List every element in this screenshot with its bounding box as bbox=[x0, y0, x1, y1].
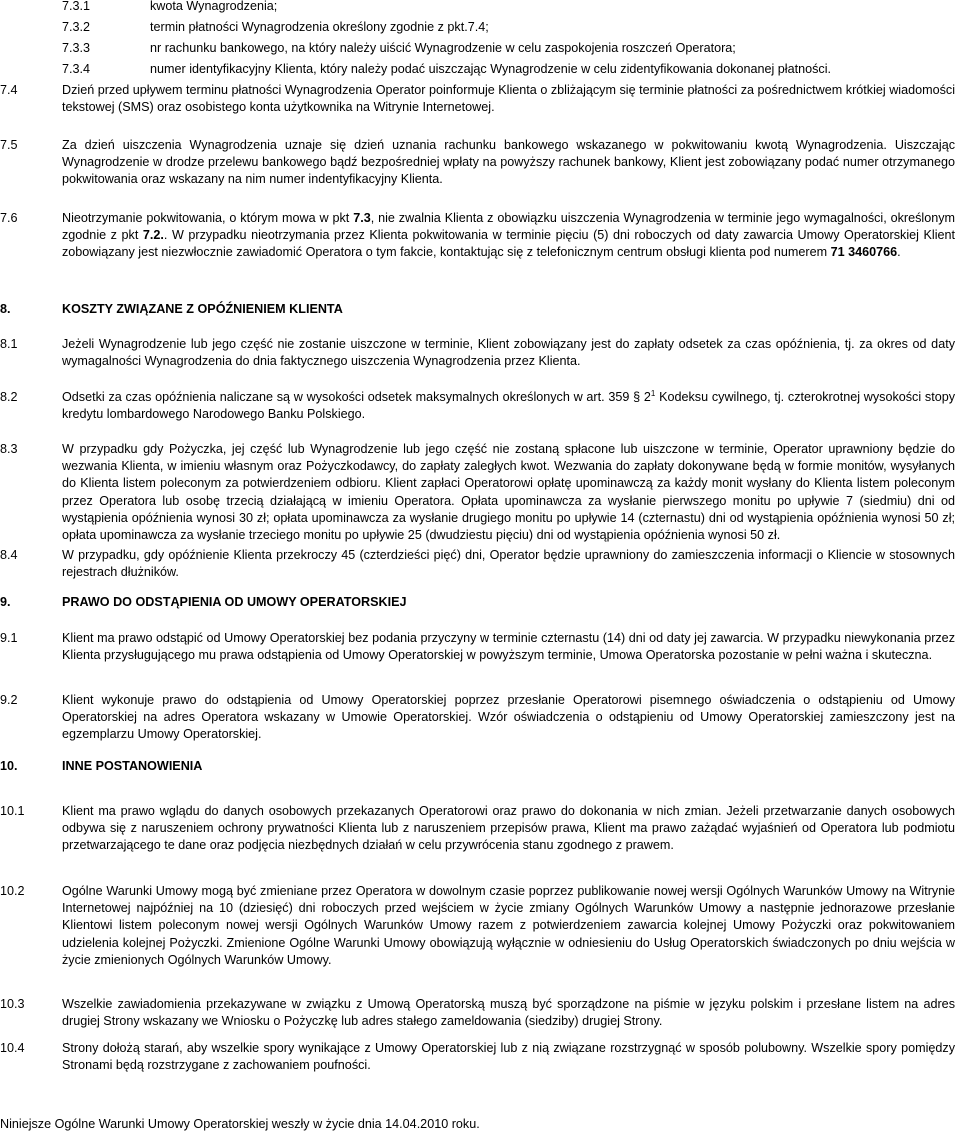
list-item-number: 7.3.3 bbox=[62, 41, 91, 55]
clause-number: 9.2 bbox=[0, 693, 18, 707]
clause-9-2 bbox=[0, 692, 956, 744]
clause-10-1 bbox=[0, 803, 956, 855]
clause-number: 10.1 bbox=[0, 804, 25, 818]
clause-7-4 bbox=[0, 82, 956, 116]
effective-date-footer: Niniejsze Ogólne Warunki Umowy Operatorskiej weszły w życie dnia 14.04.2010 roku. bbox=[0, 1117, 480, 1131]
clause-number: 7.6 bbox=[0, 211, 18, 225]
list-item-text: numer identyfikacyjny Klienta, który należy podać uiszczając Wynagrodzenie w celu zidentyfikowania dokonanej płatności. bbox=[150, 62, 832, 76]
list-item-text: termin płatności Wynagrodzenia określony zgodnie z pkt.7.4; bbox=[150, 20, 489, 34]
phone-number: 71 3460766 bbox=[830, 245, 898, 260]
clause-7-6 bbox=[0, 210, 956, 262]
list-item-number: 7.3.2 bbox=[62, 20, 91, 34]
clause-number: 8.2 bbox=[0, 390, 18, 404]
section-number: 9. bbox=[0, 595, 11, 609]
clause-8-4 bbox=[0, 547, 956, 581]
clause-text: Klient ma prawo odstąpić od Umowy Operatorskiej bez podania przyczyny w terminie czternastu (14) dni od daty jej zawarcia. W przypadku niewykonania przez Klienta przysługującego mu prawa odstąpienia od Umowy Operatorskiej w powyższym terminie, Umowa Operatorska pozostanie w pełni ważna i skuteczna. bbox=[62, 631, 955, 663]
clause-10-4 bbox=[0, 1040, 956, 1074]
clause-text-part: . W przypadku nieotrzymania przez Klienta pokwitowania w terminie pięciu (5) dni roboczych od daty zawarcia Umowy Operatorskiej Klient zobowiązany jest niezwłocznie zawiadomić Operatora o tym fakcie, kontaktując się z telefonicznym centrum obsługi klienta pod numerem bbox=[62, 228, 955, 260]
section-number: 8. bbox=[0, 302, 11, 316]
clause-text-part: . bbox=[897, 245, 901, 260]
clause-text-part: Kodeksu cywilnego, tj. czterokrotnej wysokości stopy kredytu lombardowego Narodowego Banku Polskiego. bbox=[62, 390, 956, 422]
clause-text: Ogólne Warunki Umowy mogą być zmieniane przez Operatora w dowolnym czasie poprzez publikowanie nowej wersji Ogólnych Warunków Umowy na Witrynie Internetowej najpóźniej na 10 (dziesięć) dni roboczych przed wejściem w życie zmiany Ogólnych Warunków Umowy a następnie jednorazowe przesłanie Klientowi listem poleconym nowej wersji Ogólnych Warunków Umowy razem z potwierdzeniem zawarcia kolejnej Umowy Pożyczki oraz pokwitowaniem udzielenia kolejnej Pożyczki. Zmienione Ogólne Warunki Umowy obowiązują wyłącznie w odniesieniu do Usług Operatorskich świadczonych po dniu wejścia w życie zmienionych Ogólnych Warunków Umowy. bbox=[62, 884, 955, 967]
clause-text-part: , nie zwalnia Klienta z obowiązku uiszczenia Wynagrodzenia w terminie jego wymagalności, określonym zgodnie z pkt bbox=[62, 211, 956, 243]
clause-text: W przypadku gdy Pożyczka, jej część lub Wynagrodzenie lub jego część nie zostaną spłacone lub uiszczone w terminie, Operator uprawniony będzie do wezwania Klienta, w imieniu własnym oraz Pożyczkodawcy, do zapłaty zaległych kwot. Wezwania do zapłaty dokonywane będą w formie monitów, wysyłanych do Klienta listem poleconym za potwierdzeniem odbioru. Klient zapłaci Operatorowi opłatę upominawczą za każdy monit wysłany do Klienta listem poleconym przez Operatora lub osobę trzecią działającą w imieniu Operatora. Opłata upominawcza za wysłanie pierwszego monitu po upływie 7 (siedmiu) dni od wystąpienia opóźnienia wynosi 30 zł; opłata upominawcza za wysłanie drugiego monitu po upływie 14 (czternastu) dni od wystąpienia opóźnienia wynosi 50 zł; opłata upominawcza za wysłanie trzeciego monitu po upływie 25 (dwudziestu pięciu) dni od wystąpienia opóźnienia wynosi 50 zł. bbox=[62, 442, 955, 543]
clause-number: 7.4 bbox=[0, 83, 18, 97]
list-item-text: nr rachunku bankowego, na który należy uiścić Wynagrodzenie w celu zaspokojenia roszczeń Operatora; bbox=[150, 41, 736, 55]
section-title: INNE POSTANOWIENIA bbox=[62, 759, 203, 773]
clause-text-part: Odsetki za czas opóźnienia naliczane są w wysokości odsetek maksymalnych określonych w art. 359 § 2 bbox=[62, 390, 651, 404]
clause-9-1 bbox=[0, 630, 956, 664]
list-item-text: kwota Wynagrodzenia; bbox=[150, 0, 278, 13]
clause-7-5 bbox=[0, 137, 956, 189]
clause-10-3 bbox=[0, 996, 956, 1030]
clause-text: Dzień przed upływem terminu płatności Wynagrodzenia Operator poinformuje Klienta o zbliżającym się terminie płatności za pośrednictwem krótkiej wiadomości tekstowej (SMS) oraz osobistego konta użytkownika na Witrynie Internetowej. bbox=[62, 83, 955, 115]
clause-text: Klient ma prawo wglądu do danych osobowych przekazanych Operatorowi oraz prawo do dokonania w nich zmian. Jeżeli przetwarzanie danych osobowych odbywa się z naruszeniem ochrony prywatności Klienta lub z naruszeniem przepisów prawa, Klient ma prawo zażądać wyjaśnień od Operatora lub podmiotu przetwarzającego te dane oraz podjęcia niezbędnych działań w celu przywrócenia stanu zgodnego z prawem. bbox=[62, 804, 955, 853]
clause-number: 8.3 bbox=[0, 442, 18, 456]
clause-text-part: Nieotrzymanie pokwitowania, o którym mowa w pkt bbox=[62, 211, 354, 225]
clause-text: Za dzień uiszczenia Wynagrodzenia uznaje się dzień uznania rachunku bankowego wskazanego w pokwitowaniu kwotą Wynagrodzenia. Uiszczając Wynagrodzenie w drodze przelewu bankowego bądź bezpośredniej wpłaty na powyższy rachunek bankowy, Klient jest zobowiązany podać numer otrzymanego pokwitowania oraz wskazany na nim numer indentyfikacyjny Klienta. bbox=[62, 138, 955, 187]
list-item-number: 7.3.4 bbox=[62, 62, 91, 76]
clause-8-3 bbox=[0, 441, 956, 544]
section-title: KOSZTY ZWIĄZANE Z OPÓŹNIENIEM KLIENTA bbox=[62, 302, 343, 316]
clause-number: 10.3 bbox=[0, 997, 25, 1011]
clause-text: Strony dołożą starań, aby wszelkie spory wynikające z Umowy Operatorskiej lub z nią związane rozstrzygnąć w sposób polubowny. Wszelkie spory pomiędzy Stronami będą rozstrzygane z zachowaniem poufności. bbox=[62, 1041, 955, 1073]
clause-number: 8.4 bbox=[0, 548, 18, 562]
clause-reference: 7.3 bbox=[353, 211, 371, 225]
clause-number: 9.1 bbox=[0, 631, 18, 645]
list-item-number: 7.3.1 bbox=[62, 0, 91, 13]
section-number: 10. bbox=[0, 759, 18, 773]
clause-text: Wszelkie zawiadomienia przekazywane w związku z Umową Operatorską muszą być sporządzone na piśmie w języku polskim i przesłane listem na adres drugiej Strony wskazany we Wniosku o Pożyczkę lub adres stałego zameldowania (siedziby) drugiej Strony. bbox=[62, 997, 955, 1029]
clause-8-1 bbox=[0, 336, 956, 370]
clause-reference: 7.2. bbox=[142, 228, 164, 243]
section-title: PRAWO DO ODSTĄPIENIA OD UMOWY OPERATORSKIEJ bbox=[62, 595, 407, 609]
clause-text: Klient wykonuje prawo do odstąpienia od Umowy Operatorskiej poprzez przesłanie Operatorowi pisemnego oświadczenia o odstąpieniu od Umowy Operatorskiej na adres Operatora wskazany w Umowie Operatorskiej. Wzór oświadczenia o odstąpieniu od Umowy Operatorskiej zamieszczony jest na egzemplarzu Umowy Operatorskiej. bbox=[62, 693, 955, 742]
clause-10-2 bbox=[0, 883, 956, 969]
clause-number: 7.5 bbox=[0, 138, 18, 152]
superscript: 1 bbox=[650, 388, 656, 398]
clause-number: 10.2 bbox=[0, 884, 25, 898]
clause-text: Jeżeli Wynagrodzenie lub jego część nie zostanie uiszczone w terminie, Klient zobowiązany jest do zapłaty odsetek za czas opóźnienia, tj. za okres od daty wymagalności Wynagrodzenia do dnia faktycznego uiszczenia Wynagrodzenia przez Klienta. bbox=[62, 337, 955, 369]
clause-8-2 bbox=[0, 389, 956, 423]
clause-text: W przypadku, gdy opóźnienie Klienta przekroczy 45 (czterdzieści pięć) dni, Operator będzie uprawniony do zamieszczenia informacji o Kliencie w stosownych rejestrach dłużników. bbox=[62, 548, 955, 580]
clause-text bbox=[62, 210, 955, 262]
clause-number: 8.1 bbox=[0, 337, 18, 351]
clause-text bbox=[62, 389, 955, 423]
clause-number: 10.4 bbox=[0, 1041, 25, 1055]
